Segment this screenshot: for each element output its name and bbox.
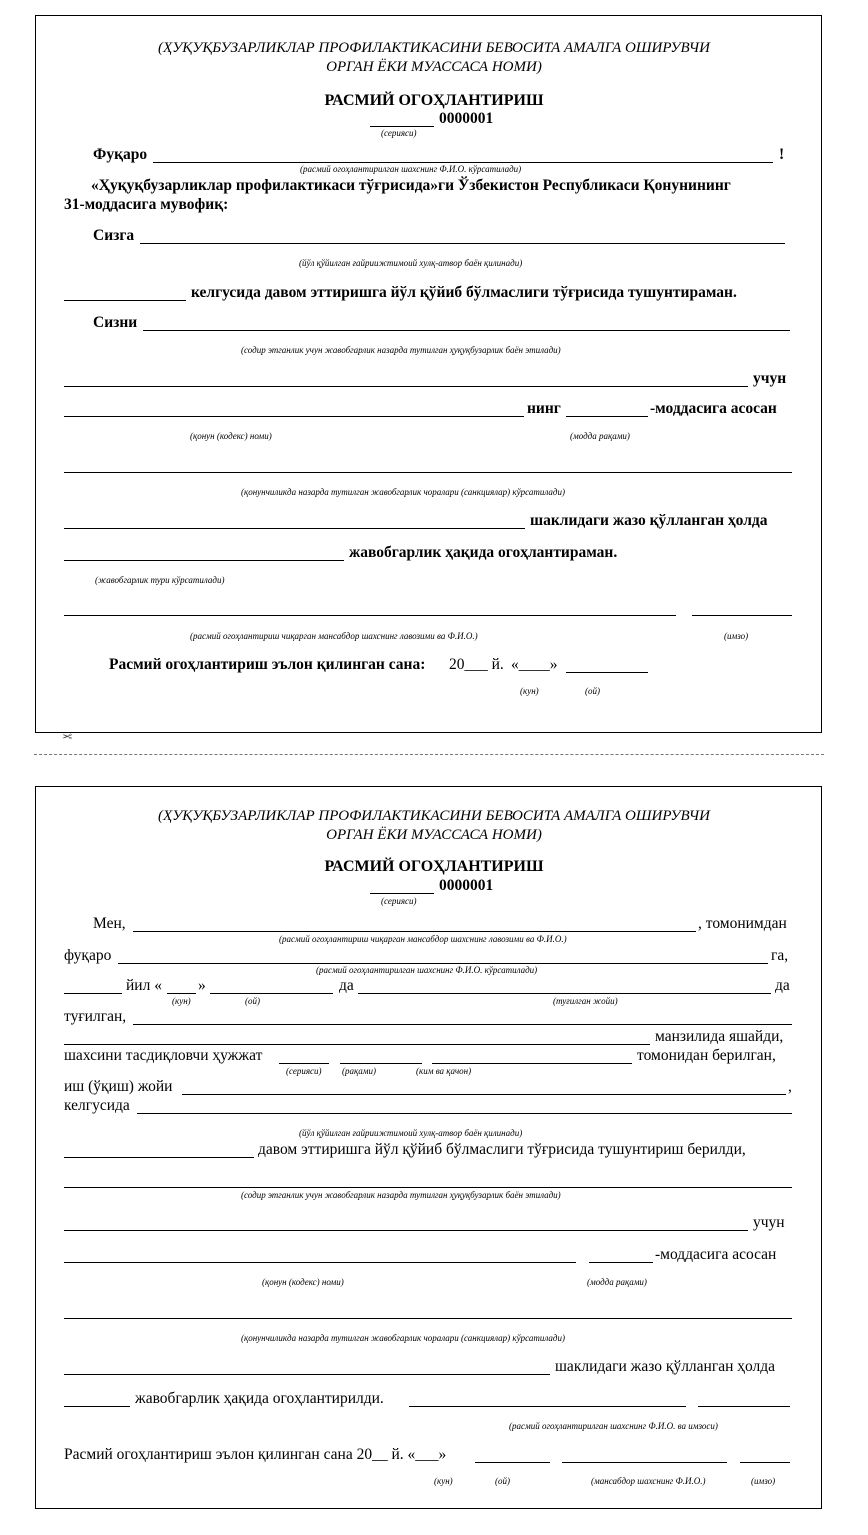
- bottom-official-hint: (расмий огоҳлантириш чиқарган мансабдор шахснинг лавозими ва Ф.И.О.): [279, 934, 567, 944]
- bottom-month-hint: (ой): [245, 996, 260, 1006]
- top-serial-hint: (серияси): [381, 128, 417, 138]
- top-month-hint: (ой): [585, 686, 600, 696]
- bottom-date-month-field[interactable]: [475, 1462, 550, 1463]
- bottom-work-label: иш (ўқиш) жойи: [64, 1078, 173, 1095]
- top-series-field[interactable]: [370, 126, 434, 127]
- bottom-date-prefix: Расмий огоҳлантириш эълон қилинган сана 20__ й. «___»: [64, 1446, 447, 1463]
- bottom-number-hint: (рақами): [342, 1066, 376, 1076]
- bottom-issued-text: томонидан берилган,: [637, 1047, 776, 1064]
- top-law-name-hint: (қонун (кодекс) номи): [190, 431, 272, 441]
- bottom-year-label: йил «: [126, 977, 162, 994]
- bottom-offense-hint: (содир этганлик учун жавобгарлик назарда тутилган ҳуқуқбузарлик баён этилади): [241, 1190, 561, 1200]
- bottom-article-number-field[interactable]: [589, 1262, 653, 1263]
- bottom-day-hint2: (кун): [434, 1476, 453, 1486]
- bottom-day-hint: (кун): [172, 996, 191, 1006]
- top-law-line2: 31-моддасига мувофиқ:: [64, 196, 229, 213]
- bottom-year-close: »: [198, 977, 206, 994]
- top-article-text: -моддасига асосан: [650, 400, 777, 417]
- top-for-word: учун: [753, 370, 787, 387]
- bottom-law-name-hint: (қонун (кодекс) номи): [262, 1277, 344, 1287]
- bottom-official-name-field[interactable]: [562, 1462, 727, 1463]
- top-of-word: нинг: [527, 400, 561, 417]
- bottom-for-field[interactable]: [64, 1230, 748, 1231]
- bottom-citizen-hint: (расмий огоҳлантирилган шахснинг Ф.И.О. кўрсатилади): [316, 965, 538, 975]
- top-citizen-name-field[interactable]: [153, 162, 773, 163]
- top-law-name-field[interactable]: [64, 416, 524, 417]
- bottom-born-label: туғилган,: [64, 1008, 127, 1025]
- bottom-citizen-label: фуқаро: [64, 947, 112, 964]
- cut-line: [34, 754, 824, 755]
- bottom-penalty-text: шаклидаги жазо қўлланган ҳолда: [555, 1358, 776, 1375]
- bottom-future-field[interactable]: [137, 1113, 792, 1114]
- bottom-series-field[interactable]: [370, 893, 434, 894]
- bottom-offense-field[interactable]: [64, 1187, 792, 1188]
- top-penalty-text: шаклидаги жазо қўлланган ҳолда: [530, 512, 768, 529]
- top-law-line1: «Ҳуқуқбузарликлар профилактикаси тўғрисида»ги Ўзбекистон Республикаси Қонунининг: [91, 177, 731, 194]
- top-signature-field[interactable]: [692, 615, 792, 616]
- bottom-da-end: да: [775, 977, 790, 994]
- bottom-citizen-field[interactable]: [118, 963, 768, 964]
- bottom-org-name-line2: ОРГАН ЁКИ МУАССАСА НОМИ): [326, 827, 542, 843]
- top-penalty-field[interactable]: [64, 528, 525, 529]
- bottom-birthplace-hint: (туғилган жойи): [553, 996, 618, 1006]
- bottom-da-word: да: [339, 977, 354, 994]
- bottom-official-name-hint: (мансабдор шахснинг Ф.И.О.): [591, 1476, 706, 1486]
- top-explain-text: келгусида давом эттиришга йўл қўйиб бўлмаслиги тўғрисида тушунтираман.: [191, 284, 737, 301]
- top-date-prefix: Расмий огоҳлантириш эълон қилинган сана:: [109, 656, 426, 673]
- bottom-signature-hint: (имзо): [751, 1476, 776, 1486]
- top-for-field[interactable]: [64, 386, 748, 387]
- top-you-label: Сизни: [93, 314, 138, 331]
- top-article-number-hint: (модда рақами): [570, 431, 630, 441]
- top-citizen-exclaim: !: [779, 146, 785, 163]
- top-liability-hint: (жавобгарлик тури кўрсатилади): [95, 575, 225, 585]
- bottom-warned-name-field[interactable]: [409, 1406, 686, 1407]
- top-citizen-label: Фуқаро: [93, 146, 148, 163]
- top-sanctions-hint: (қонунчиликда назарда тутилган жавобгарлик чоралари (санкциялар) кўрсатилади): [241, 487, 565, 497]
- bottom-birth-day-field[interactable]: [167, 993, 196, 994]
- top-date-day[interactable]: «____»: [511, 656, 558, 673]
- bottom-form-title: РАСМИЙ ОГОҲЛАНТИРИШ: [324, 858, 544, 875]
- top-official-field[interactable]: [64, 615, 676, 616]
- bottom-id-issuer-field[interactable]: [432, 1063, 632, 1064]
- bottom-article-text: -моддасига асосан: [655, 1246, 777, 1263]
- bottom-explained-text: давом эттиришга йўл қўйиб бўлмаслиги тўғрисида тушунтириш берилди,: [258, 1141, 746, 1158]
- top-offense-hint: (содир этганлик учун жавобгарлик назарда тутилган ҳуқуқбузарлик баён этилади): [241, 345, 561, 355]
- bottom-birth-year-field[interactable]: [64, 993, 122, 994]
- bottom-month-hint2: (ой): [495, 1476, 510, 1486]
- top-form-frame: [35, 15, 822, 733]
- bottom-id-series-field[interactable]: [279, 1063, 329, 1064]
- top-form-title: РАСМИЙ ОГОҲЛАНТИРИШ: [324, 92, 544, 109]
- bottom-liability-type-field[interactable]: [64, 1406, 130, 1407]
- bottom-sanctions-hint: (қонунчиликда назарда тутилган жавобгарлик чоралари (санкциялар) кўрсатилади): [241, 1333, 565, 1343]
- top-conduct-field[interactable]: [140, 243, 785, 244]
- scissors-icon: ✂: [62, 729, 73, 743]
- bottom-series-hint: (серияси): [286, 1066, 322, 1076]
- top-offense-field[interactable]: [143, 330, 790, 331]
- bottom-resides-text: манзилида яшайди,: [655, 1028, 784, 1045]
- bottom-work-comma: ,: [788, 1078, 792, 1095]
- top-liability-text: жавобгарлик ҳақида огоҳлантираман.: [349, 544, 618, 561]
- top-date-month-field[interactable]: [566, 672, 648, 673]
- top-date-year[interactable]: 20___ й.: [449, 656, 504, 673]
- bottom-born-field[interactable]: [133, 1024, 792, 1025]
- bottom-future-label: келгусида: [64, 1097, 130, 1114]
- top-sanctions-field[interactable]: [64, 472, 792, 473]
- bottom-conduct-hint: (йўл қўйилган ғайриижтимоий хулқ-атвор баён қилинади): [299, 1128, 523, 1138]
- top-article-number-field[interactable]: [566, 416, 648, 417]
- bottom-penalty-field[interactable]: [64, 1374, 550, 1375]
- top-signature-hint: (имзо): [724, 631, 749, 641]
- top-official-hint: (расмий огоҳлантириш чиқарган мансабдор шахснинг лавозими ва Ф.И.О.): [190, 631, 478, 641]
- bottom-for-word: учун: [753, 1214, 785, 1231]
- bottom-i-label: Мен,: [93, 915, 126, 932]
- top-org-name-line2: ОРГАН ЁКИ МУАССАСА НОМИ): [326, 59, 542, 75]
- bottom-warned-signature-field[interactable]: [698, 1406, 790, 1407]
- bottom-explained-prefix-field[interactable]: [64, 1157, 254, 1158]
- top-to-you-label: Сизга: [93, 227, 135, 244]
- bottom-serial-hint: (серияси): [381, 896, 417, 906]
- bottom-official-field[interactable]: [133, 931, 696, 932]
- top-day-hint: (кун): [520, 686, 539, 696]
- top-serial-number: 0000001: [439, 110, 494, 127]
- bottom-article-number-hint: (модда рақами): [587, 1277, 647, 1287]
- bottom-id-number-field[interactable]: [340, 1063, 422, 1064]
- top-citizen-hint: (расмий огоҳлантирилган шахснинг Ф.И.О. кўрсатилади): [300, 164, 522, 174]
- top-explain-prefix-field[interactable]: [64, 300, 186, 301]
- bottom-id-doc-label: шахсини тасдиқловчи ҳужжат: [64, 1047, 263, 1064]
- top-conduct-hint: (йўл қўйилган ғайриижтимоий хулқ-атвор баён қилинади): [299, 258, 523, 268]
- bottom-issuer-hint: (ким ва қачон): [416, 1066, 472, 1076]
- bottom-law-name-field[interactable]: [64, 1262, 576, 1263]
- bottom-official-signature-field[interactable]: [740, 1462, 790, 1463]
- top-org-name-line1: (ҲУҚУҚБУЗАРЛИКЛАР ПРОФИЛАКТИКАСИНИ БЕВОСИТА АМАЛГА ОШИРУВЧИ: [158, 40, 710, 56]
- bottom-birthplace-field[interactable]: [358, 993, 771, 994]
- bottom-org-name-line1: (ҲУҚУҚБУЗАРЛИКЛАР ПРОФИЛАКТИКАСИНИ БЕВОСИТА АМАЛГА ОШИРУВЧИ: [158, 808, 710, 824]
- bottom-work-field[interactable]: [182, 1094, 786, 1095]
- bottom-by-me: , томонимдан: [698, 915, 787, 932]
- bottom-citizen-suffix: га,: [771, 947, 789, 964]
- bottom-warned-hint: (расмий огоҳлантирилган шахснинг Ф.И.О. ва имзоси): [509, 1421, 718, 1431]
- bottom-serial-number: 0000001: [439, 877, 494, 894]
- bottom-warned-text: жавобгарлик ҳақида огоҳлантирилди.: [135, 1390, 384, 1407]
- bottom-birth-month-field[interactable]: [210, 993, 333, 994]
- bottom-sanctions-field[interactable]: [64, 1318, 792, 1319]
- top-liability-type-field[interactable]: [64, 560, 344, 561]
- bottom-address-field[interactable]: [64, 1044, 650, 1045]
